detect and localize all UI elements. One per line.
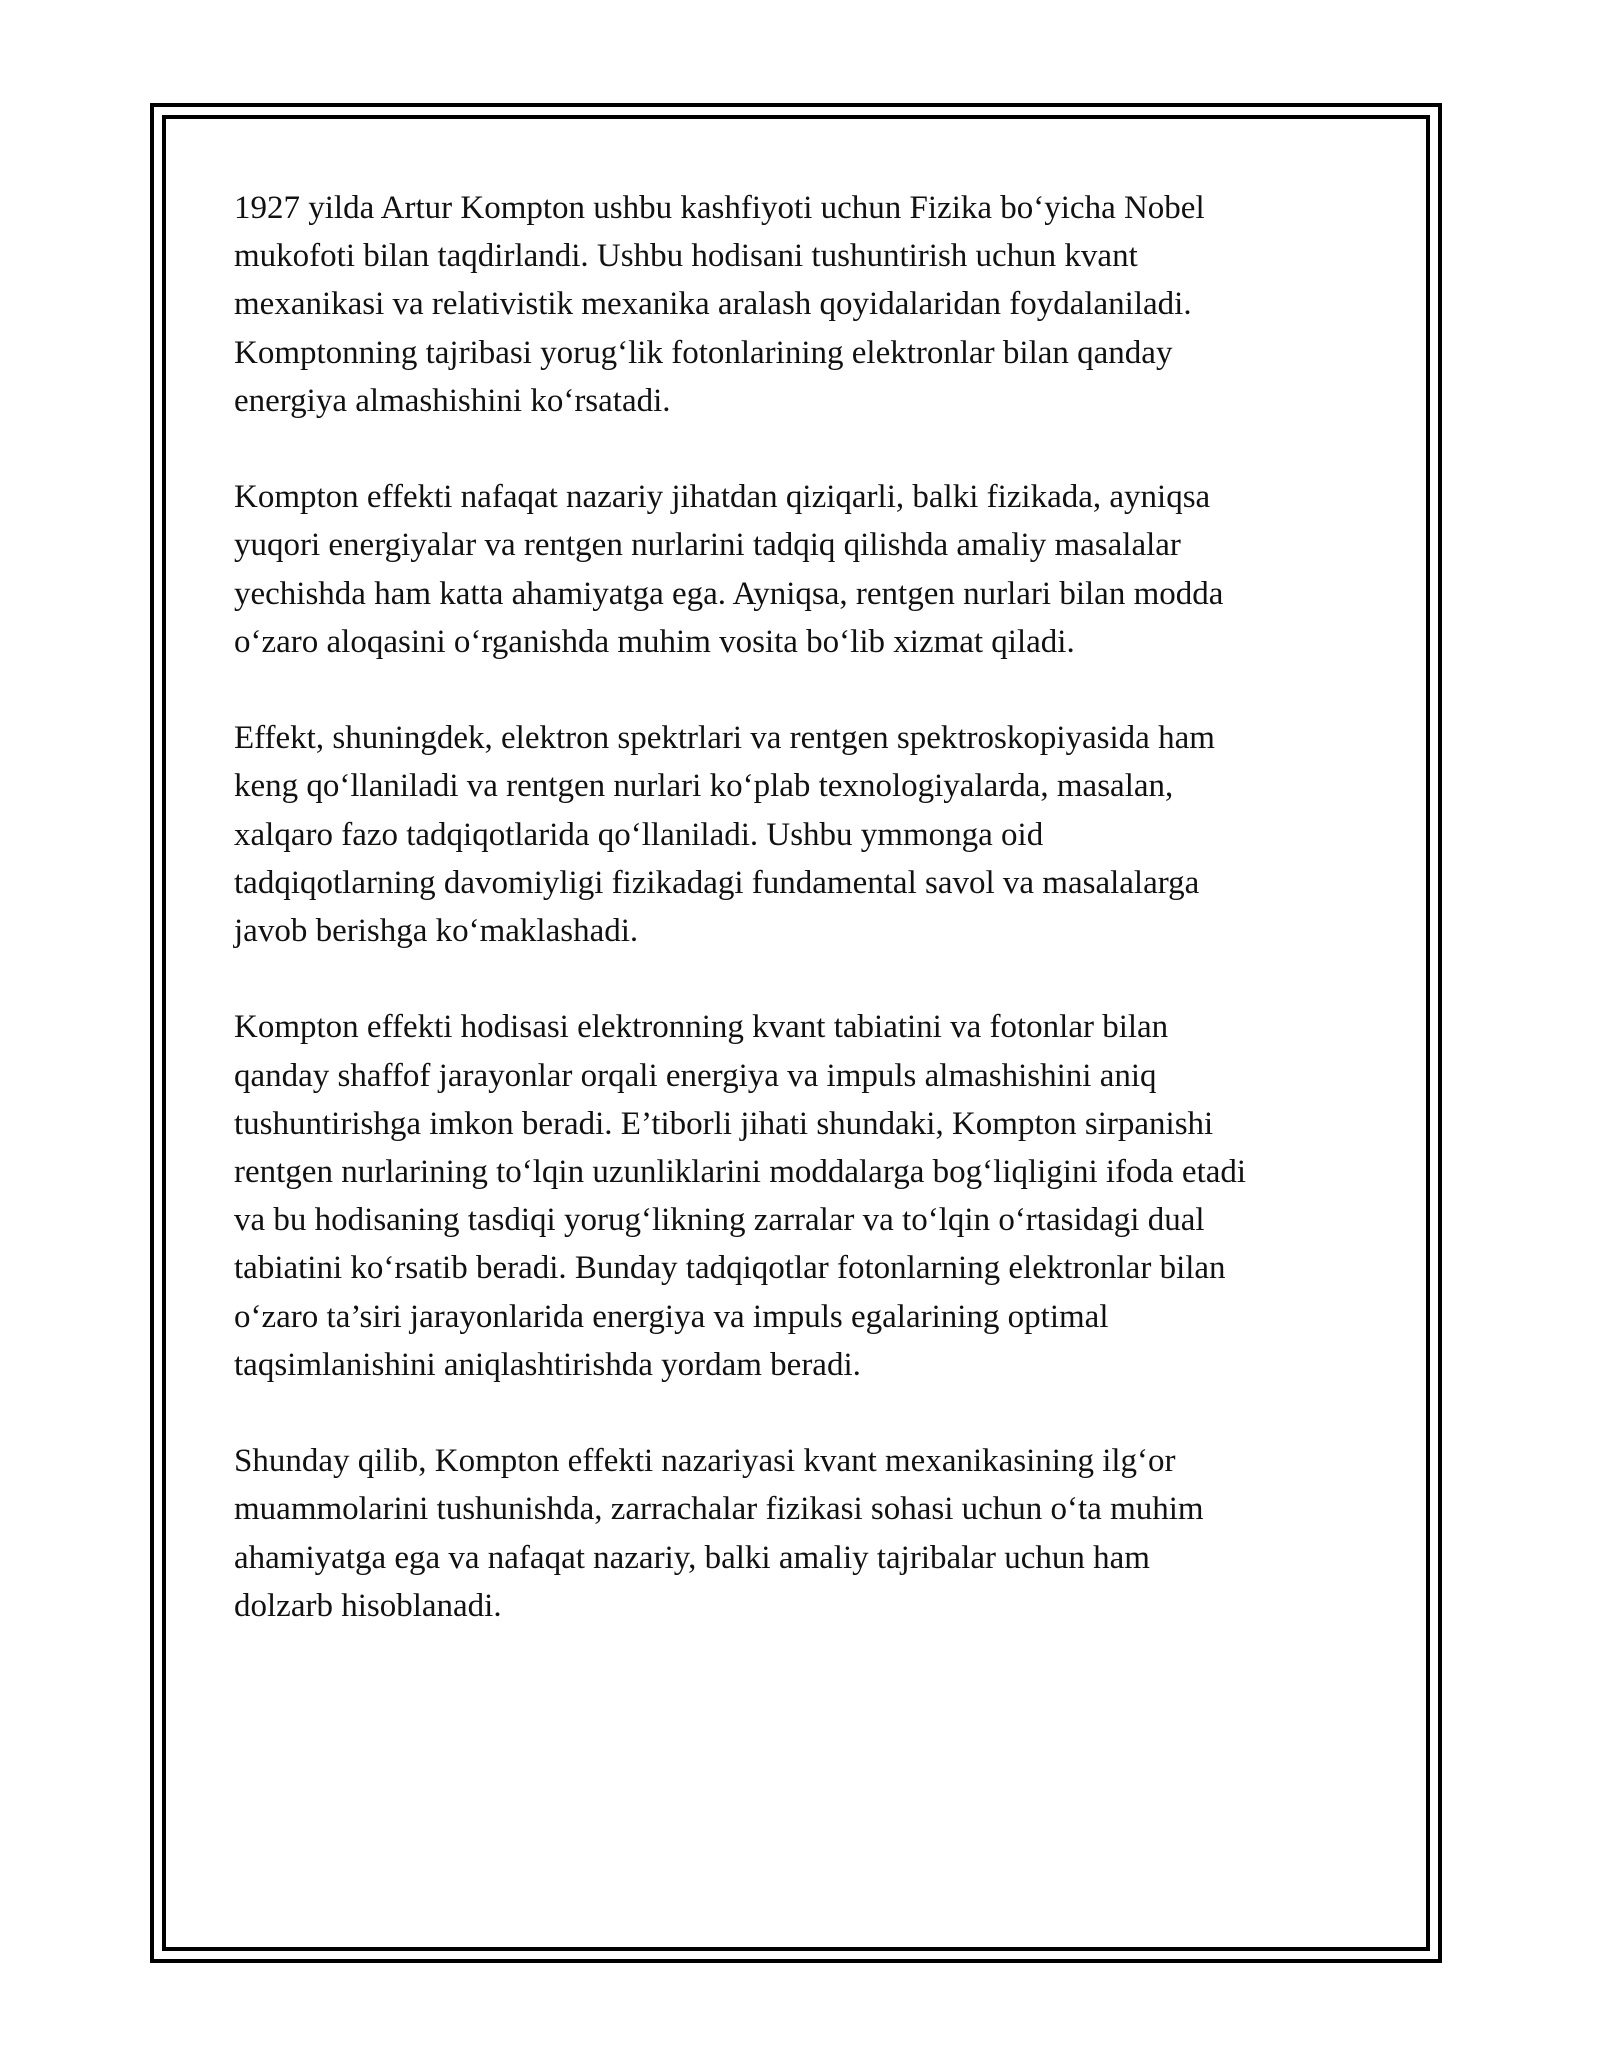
text-line: o‘zaro aloqasini o‘rganishda muhim vosita bo‘lib xizmat qiladi. [234,623,1075,660]
text-line: tadqiqotlarning davomiyligi fizikadagi fundamental savol va masalalarga [234,864,1200,901]
text-line: mukofoti bilan taqdirlandi. Ushbu hodisani tushuntirish uchun kvant [234,238,1138,275]
text-line: qanday shaffof jarayonlar orqali energiya va impuls almashishini aniq [234,1057,1157,1094]
paragraph-3 [234,714,1374,955]
text-line: yuqori energiyalar va rentgen nurlarini tadqiq qilishda amaliy masalalar [234,527,1181,564]
paragraph-4 [234,1003,1374,1389]
text-line: energiya almashishini ko‘rsatadi. [234,382,671,419]
text-line: Shunday qilib, Kompton effekti nazariyasi kvant mexanikasining ilg‘or [234,1443,1176,1480]
text-line: dolzarb hisoblanadi. [234,1587,502,1624]
text-line: rentgen nurlarining to‘lqin uzunliklarini moddalarga bog‘liqligini ifoda etadi [234,1154,1247,1191]
document-body [234,184,1374,1678]
text-line: yechishda ham katta ahamiyatga ega. Ayniqsa, rentgen nurlari bilan modda [234,575,1224,612]
paragraph-2 [234,473,1374,666]
text-line: 1927 yilda Artur Kompton ushbu kashfiyoti uchun Fizika bo‘yicha Nobel [234,190,1205,226]
paragraph-5 [234,1437,1374,1630]
text-line: tushuntirishga imkon beradi. E’tiborli jihati shundaki, Kompton sirpanishi [234,1105,1214,1142]
text-line: mexanikasi va relativistik mexanika aralash qoyidalaridan foydalaniladi. [234,286,1192,323]
text-line: Kompton effekti hodisasi elektronning kvant tabiatini va fotonlar bilan [234,1009,1169,1046]
text-line: taqsimlanishini aniqlashtirishda yordam beradi. [234,1346,861,1383]
text-line: o‘zaro ta’siri jarayonlarida energiya va impuls egalarining optimal [234,1298,1109,1335]
text-line: xalqaro fazo tadqiqotlarida qo‘llaniladi. Ushbu ymmonga oid [234,816,1044,853]
text-line: keng qo‘llaniladi va rentgen nurlari ko‘plab texnologiyalarda, masalan, [234,768,1174,805]
text-line: tabiatini ko‘rsatib beradi. Bunday tadqiqotlar fotonlarning elektronlar bilan [234,1250,1226,1287]
text-line: Komptonning tajribasi yorug‘lik fotonlarining elektronlar bilan qanday [234,334,1173,371]
paragraph-1 [234,184,1374,425]
text-line: Effekt, shuningdek, elektron spektrlari va rentgen spektroskopiyasida ham [234,720,1215,757]
text-line: Kompton effekti nafaqat nazariy jihatdan qiziqarli, balki fizikada, ayniqsa [234,479,1211,516]
text-line: va bu hodisaning tasdiqi yorug‘likning zarralar va to‘lqin o‘rtasidagi dual [234,1202,1205,1239]
text-line: javob berishga ko‘maklashadi. [234,913,639,950]
text-line: muammolarini tushunishda, zarrachalar fizikasi sohasi uchun o‘ta muhim [234,1491,1204,1528]
text-line: ahamiyatga ega va nafaqat nazariy, balki amaliy tajribalar uchun ham [234,1539,1150,1576]
